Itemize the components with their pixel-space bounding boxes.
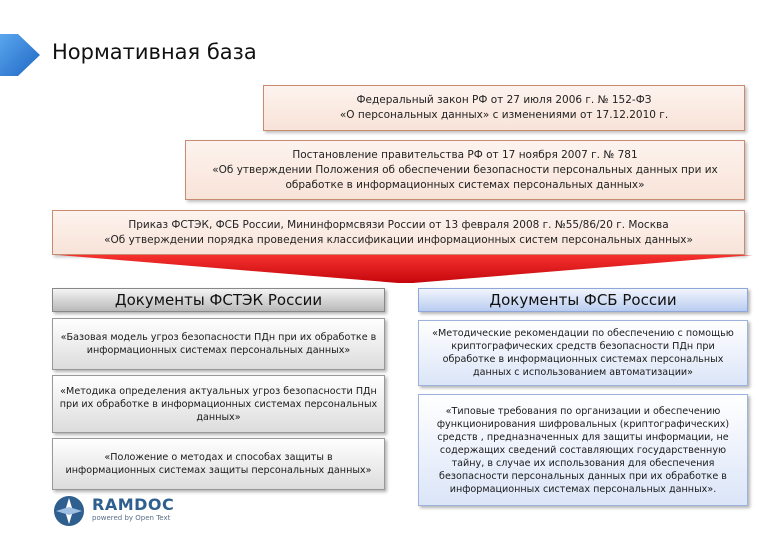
law-title: Федеральный закон РФ от 27 июля 2006 г. № 152-ФЗ — [356, 94, 652, 106]
law-box-government-decree — [185, 140, 745, 200]
page-title: Нормативная база — [52, 40, 257, 64]
fstek-doc-threat-model — [52, 318, 385, 370]
ramdoc-logo — [52, 492, 182, 532]
doc-text: «Базовая модель угроз безопасности ПДн при их обработке в информационных системах персональных данных» — [60, 332, 377, 356]
fstek-doc-threat-method — [52, 375, 385, 433]
fsb-doc-method-recommendations — [418, 320, 748, 386]
doc-text: «Положение о методах и способах защиты в информационных системах защиты персональных данных» — [65, 452, 372, 476]
law-title: Постановление правительства РФ от 17 ноября 2007 г. № 781 — [292, 148, 638, 161]
law-box-joint-order — [52, 210, 745, 255]
title-accent-shape — [0, 34, 40, 76]
doc-text: «Методика определения актуальных угроз безопасности ПДн при их обработке в информационных системах персональных данных» — [59, 385, 378, 423]
law-subtitle: «Об утверждении порядка проведения классификации информационных систем персональных данных» — [104, 233, 693, 246]
fstek-column-heading: Документы ФСТЭК России — [52, 288, 385, 312]
logo-tagline: powered by Open Text — [92, 514, 171, 522]
law-box-federal-law — [263, 85, 745, 131]
red-funnel-arrow — [58, 255, 753, 283]
law-subtitle: «О персональных данных» с изменениями от 17.12.2010 г. — [339, 109, 669, 121]
law-subtitle: «Об утверждении Положения об обеспечении безопасности персональных данных при их обработке в информационных системах персональных данных» — [212, 163, 718, 191]
logo-name: RAMDOC — [92, 495, 175, 514]
fsb-doc-typical-requirements — [418, 394, 748, 506]
fsb-column-heading: Документы ФСБ России — [418, 288, 748, 312]
doc-text: «Методические рекомендации по обеспечению с помощью криптографических средств безопасности ПДн при обработке в информационных системах персональных данных с использованием автоматизации» — [432, 328, 734, 378]
ramdoc-logo-icon — [52, 494, 86, 528]
fstek-doc-protection-regulation — [52, 438, 385, 490]
doc-text: «Типовые требования по организации и обеспечению функционирования шифровальных (криптографических) средств , предназначенных для защиты информации, не содержащих сведений составляющих государственную тайну, в случае их использования для обеспечения безопасности персональных данных при их обработке в информационных системах персональных данных». — [436, 405, 730, 495]
law-title: Приказ ФСТЭК, ФСБ России, Мининформсвязи России от 13 февраля 2008 г. №55/86/20 г. Москва — [128, 218, 669, 231]
